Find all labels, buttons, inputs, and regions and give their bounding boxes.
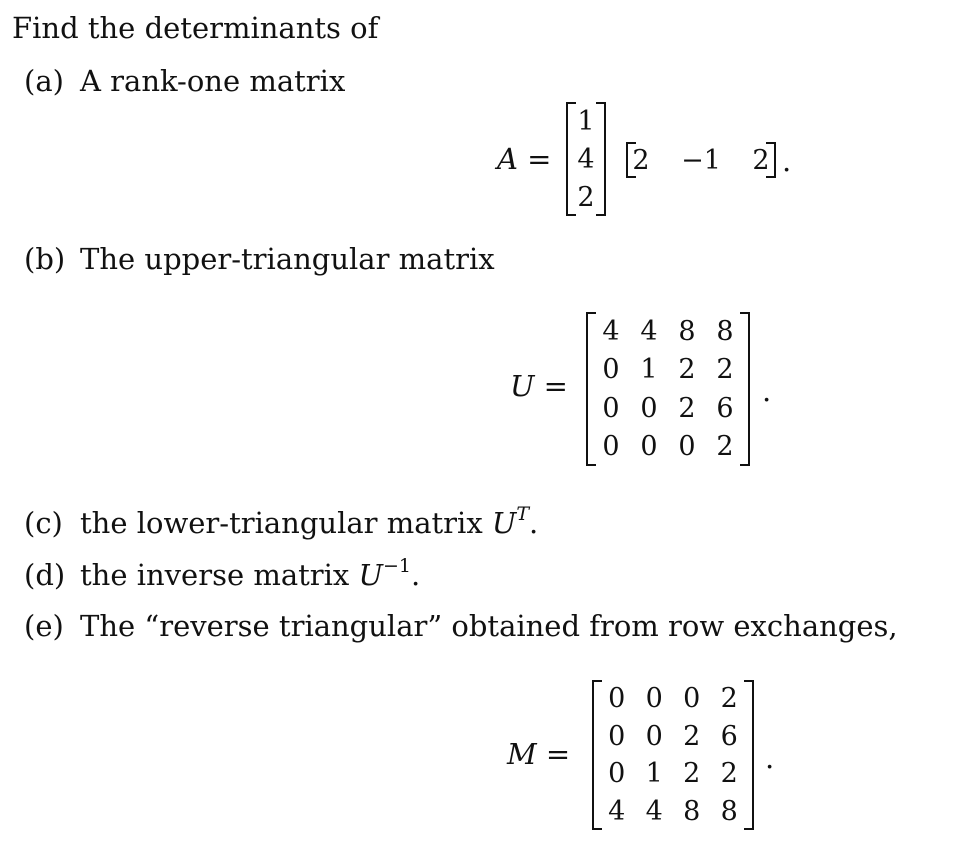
part-d-superscript: −1 bbox=[382, 555, 411, 577]
matrix-u-entry: 6 bbox=[716, 392, 734, 424]
matrix-m-entry: 8 bbox=[720, 795, 738, 827]
matrix-u-entry: 1 bbox=[640, 354, 658, 386]
part-e-text: The “reverse triangular” obtained from row exchanges, bbox=[80, 609, 898, 643]
matrix-u-entry: 8 bbox=[716, 315, 734, 347]
part-b-label: (b) bbox=[24, 242, 66, 276]
matrix-u-entry: 0 bbox=[678, 431, 696, 463]
matrix-a-row-entry: 2 bbox=[752, 144, 770, 176]
matrix-m-entry: 2 bbox=[720, 683, 738, 715]
part-b-text: The upper-triangular matrix bbox=[80, 242, 495, 276]
matrix-u-entry: 2 bbox=[678, 354, 696, 386]
matrix-u-entry: 2 bbox=[716, 354, 734, 386]
matrix-u-period: . bbox=[762, 374, 772, 408]
matrix-m-lhs: M = bbox=[507, 737, 571, 771]
part-a-label: (a) bbox=[24, 64, 64, 98]
matrix-u-entry: 0 bbox=[602, 392, 620, 424]
matrix-u bbox=[586, 312, 750, 466]
matrix-m-entry: 0 bbox=[645, 720, 663, 752]
matrix-m-entry: 6 bbox=[720, 720, 738, 752]
matrix-u-entry: 4 bbox=[602, 315, 620, 347]
matrix-a-column bbox=[566, 102, 606, 216]
part-c-label: (c) bbox=[24, 506, 63, 540]
part-d-text: the inverse matrix bbox=[80, 558, 350, 592]
matrix-a-period: . bbox=[782, 144, 792, 178]
matrix-u-entry: 4 bbox=[640, 315, 658, 347]
matrix-a-lhs: A = bbox=[497, 142, 552, 176]
part-d bbox=[24, 557, 420, 593]
matrix-u-entry: 8 bbox=[678, 315, 696, 347]
part-d-label: (d) bbox=[24, 558, 66, 592]
matrix-m-entry: 4 bbox=[645, 795, 663, 827]
matrix-m-entry: 0 bbox=[608, 720, 626, 752]
matrix-a-col-entry: 2 bbox=[577, 181, 595, 213]
intro-text: Find the determinants of bbox=[12, 11, 379, 45]
matrix-m-entry: 0 bbox=[683, 683, 701, 715]
matrix-m-entry: 2 bbox=[683, 758, 701, 790]
part-a bbox=[24, 63, 345, 99]
matrix-m-entry: 4 bbox=[608, 795, 626, 827]
matrix-a-col-entry: 4 bbox=[577, 143, 595, 175]
matrix-u-entry: 0 bbox=[602, 354, 620, 386]
matrix-m-entry: 1 bbox=[645, 758, 663, 790]
matrix-m-entry: 0 bbox=[608, 683, 626, 715]
matrix-a-row-entry: 2 bbox=[632, 144, 650, 176]
matrix-m-entry: 2 bbox=[683, 720, 701, 752]
part-e bbox=[24, 608, 898, 644]
matrix-m-entry: 0 bbox=[645, 683, 663, 715]
part-b bbox=[24, 241, 495, 277]
part-c-text: the lower-triangular matrix bbox=[80, 506, 483, 540]
matrix-u-entry: 0 bbox=[602, 431, 620, 463]
matrix-m-entry: 8 bbox=[683, 795, 701, 827]
part-e-label: (e) bbox=[24, 609, 64, 643]
part-c-period: . bbox=[529, 506, 539, 540]
part-d-symbol: U bbox=[358, 558, 383, 592]
part-d-period: . bbox=[410, 558, 421, 592]
part-c-symbol: U bbox=[491, 506, 517, 540]
matrix-m-entry: 0 bbox=[608, 758, 626, 790]
matrix-u-entry: 0 bbox=[640, 392, 658, 424]
matrix-m-period: . bbox=[765, 741, 775, 775]
matrix-a-col-entry: 1 bbox=[577, 105, 595, 137]
matrix-a-row bbox=[626, 142, 776, 178]
matrix-m-entry: 2 bbox=[720, 758, 738, 790]
matrix-m bbox=[592, 680, 754, 830]
matrix-u-entry: 2 bbox=[716, 431, 734, 463]
matrix-u-entry: 0 bbox=[640, 431, 658, 463]
matrix-u-lhs: U = bbox=[510, 369, 568, 403]
part-c bbox=[24, 505, 538, 541]
matrix-a-row-entry: −1 bbox=[681, 144, 721, 176]
part-a-text: A rank-one matrix bbox=[80, 64, 346, 98]
part-c-superscript: T bbox=[516, 503, 530, 525]
matrix-u-entry: 2 bbox=[678, 392, 696, 424]
